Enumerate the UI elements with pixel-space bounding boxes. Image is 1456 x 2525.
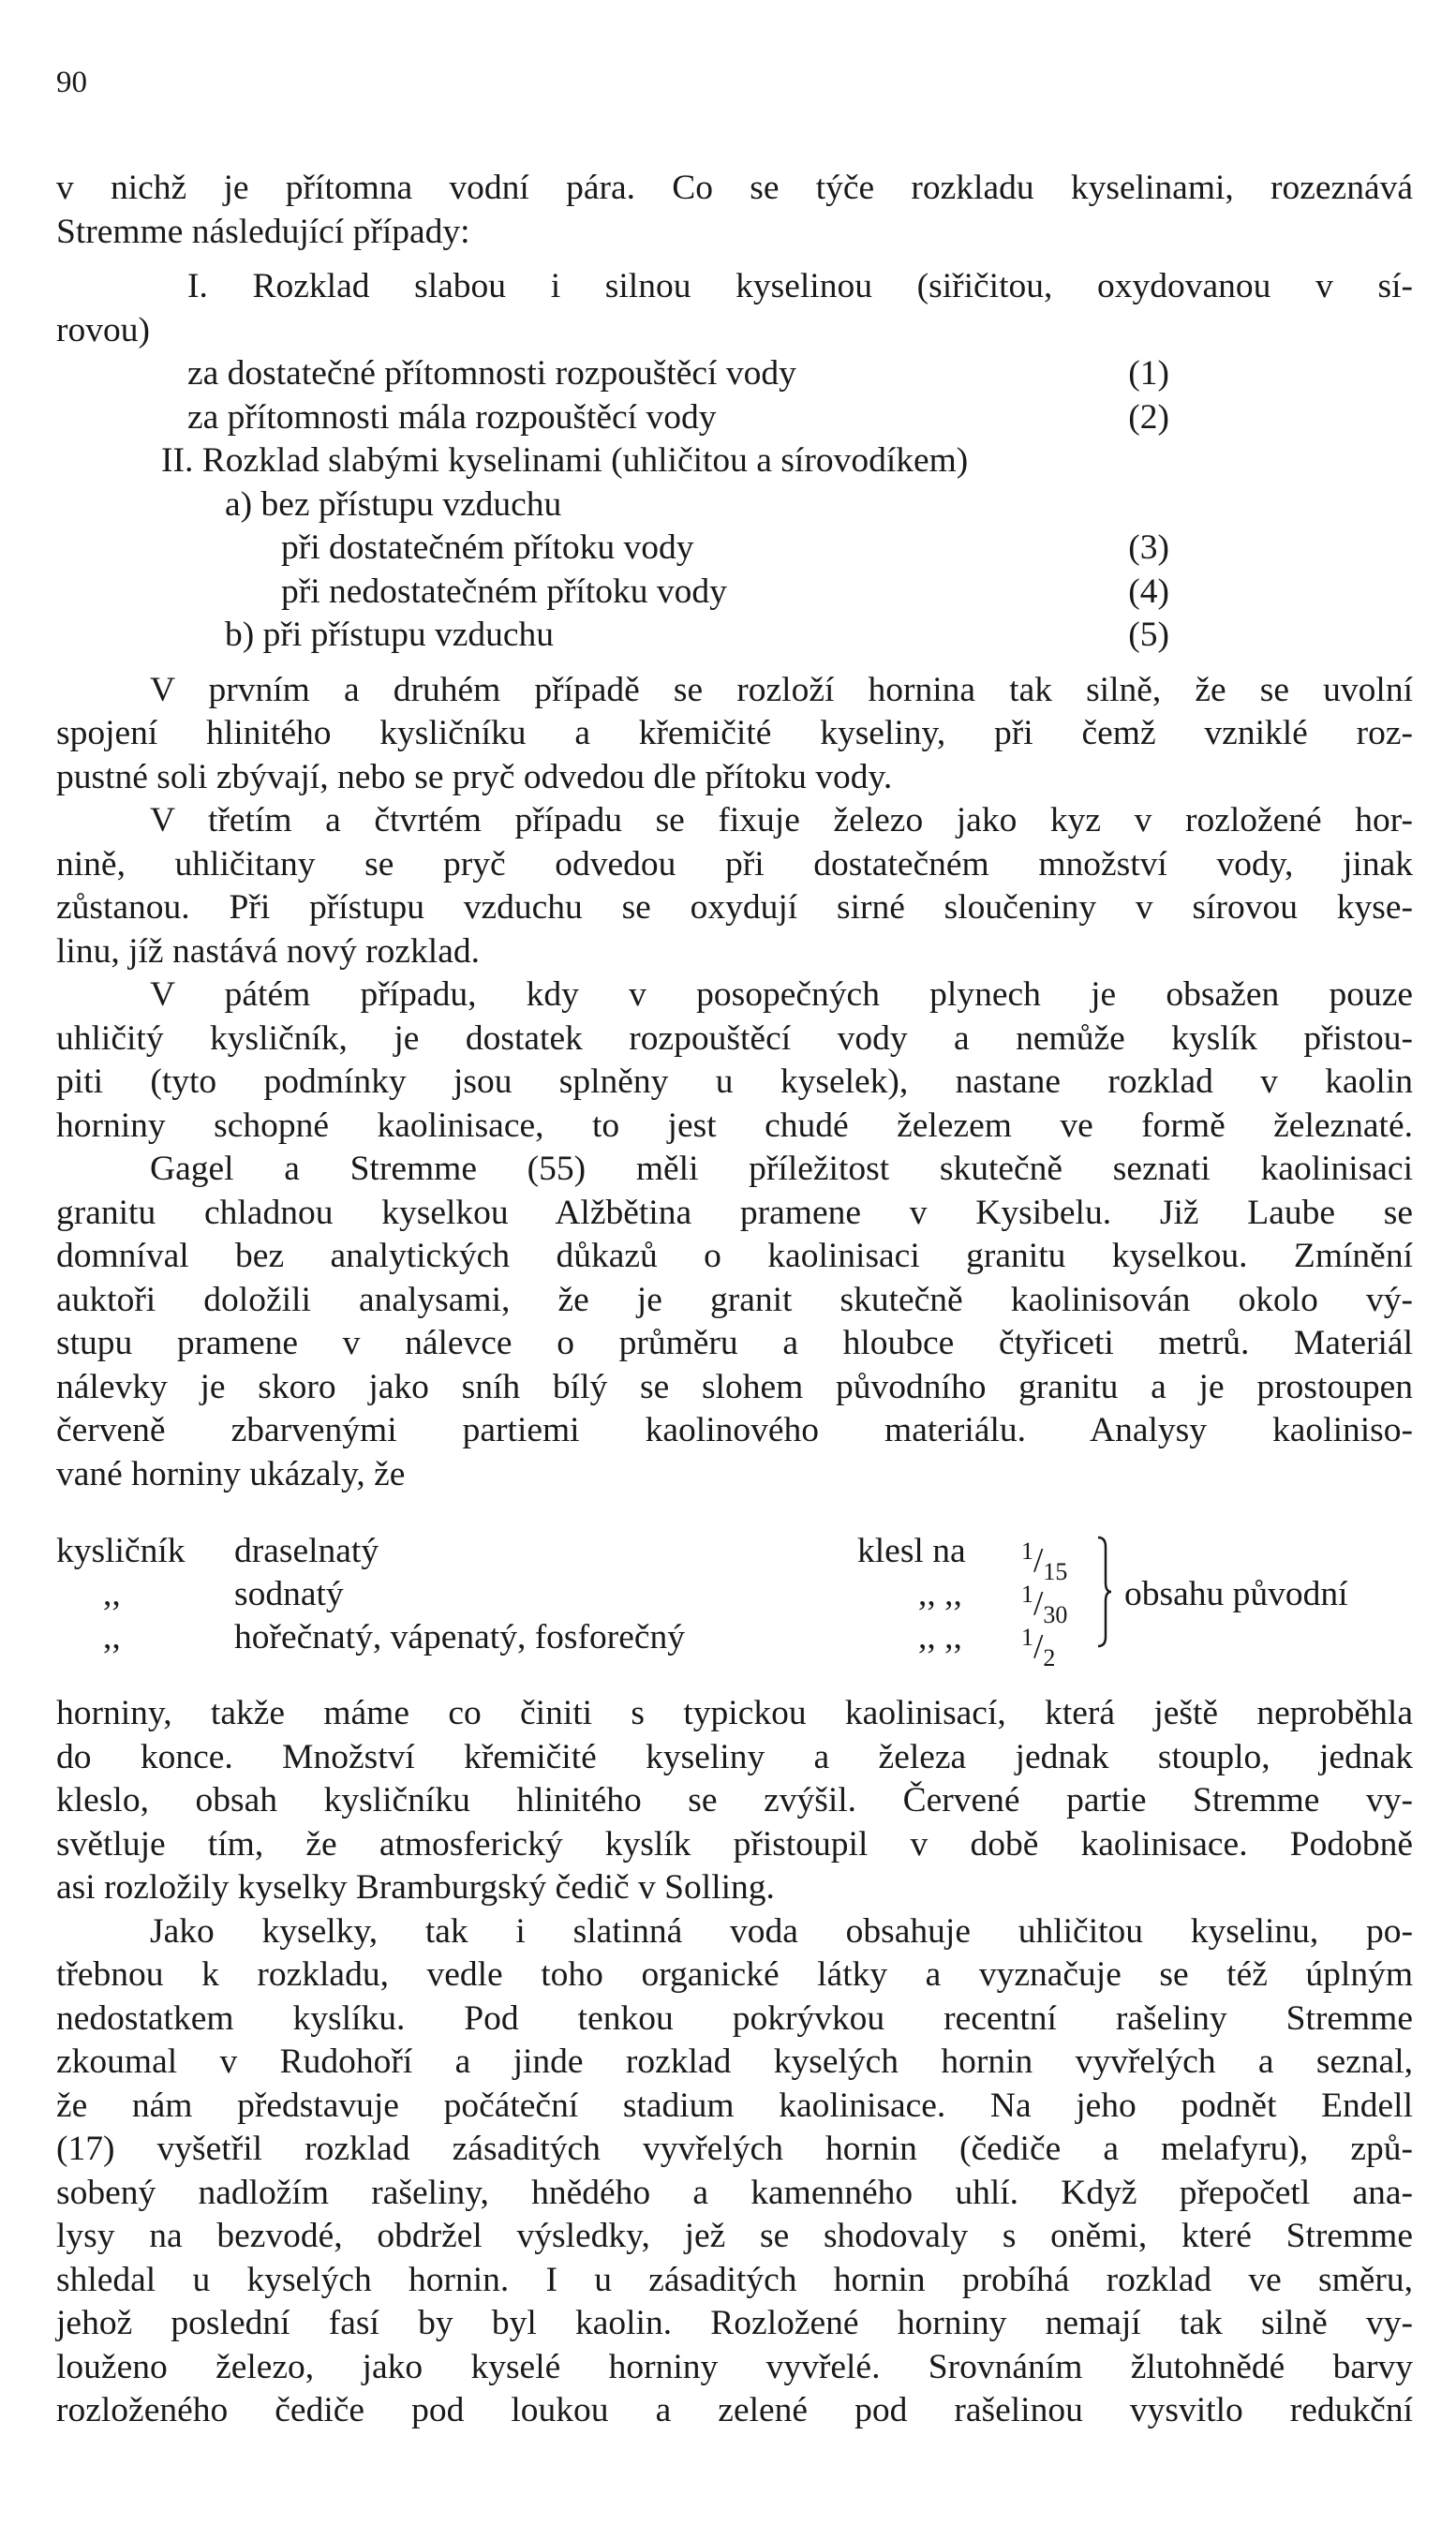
text-line: sobený nadložím rašeliny, hnědého a kamenného uhlí. Když přepočetl ana-: [56, 2173, 1413, 2212]
case-3-text: při dostatečném přítoku vody: [281, 528, 694, 567]
oxide-table: [56, 1530, 1413, 1671]
oxide-row-1-name: draselnatý: [234, 1532, 379, 1570]
oxide-row-1-label: kysličník: [56, 1532, 186, 1570]
text-line: zkoumal v Rudohoří a jinde rozklad kyselých hornin vyvřelých a seznal,: [56, 2042, 1413, 2081]
text-line: nálevky je skoro jako sníh bílý se slohem původního granitu a je prostoupen: [56, 1367, 1413, 1406]
oxide-row-2-fraction: $^1/_{30}$: [1021, 1581, 1068, 1628]
case-5-text: b) při přístupu vzduchu: [225, 616, 554, 654]
text-line: uhličitý kysličník, je dostatek rozpouštěcí vody a nemůže kyslík přistou-: [56, 1018, 1413, 1058]
oxide-row-2-ditto-verb: ,, ,,: [918, 1575, 962, 1613]
text-line: horniny, takže máme co činiti s typickou kaolinisací, která ještě neproběhla: [56, 1694, 1413, 1732]
text-line: pustné soli zbývají, nebo se pryč odvedou dle přítoku vody.: [56, 757, 893, 796]
text-line: stupu pramene v nálevce o průměru a hloubce čtyřiceti metrů. Materiál: [56, 1324, 1413, 1362]
text-line: kleslo, obsah kysličníku hlinitého se zvýšil. Červené partie Stremme vy-: [56, 1781, 1413, 1819]
case-3-line: [56, 527, 1169, 571]
page-body: [56, 167, 1413, 2433]
case-1-number: (1): [1128, 354, 1169, 393]
case-4-number: (4): [1128, 572, 1169, 611]
fraction-denominator: 15: [1043, 1558, 1068, 1585]
fraction-numerator: 1: [1021, 1624, 1033, 1651]
text-line: nině, uhličitany se pryč odvedou při dostatečném množství vody, jinak: [56, 844, 1413, 884]
page-number: 90: [56, 66, 87, 99]
text-line: spojení hlinitého kysličníku a křemičité kyseliny, při čemž vzniklé roz-: [56, 714, 1413, 752]
case-4-text: při nedostatečném přítoku vody: [281, 572, 727, 611]
text-line: Stremme následující případy:: [56, 212, 470, 251]
oxide-row-1-verb: klesl na: [857, 1532, 966, 1570]
text-line: V třetím a čtvrtém případu se fixuje železo jako kyz v rozložené hor-: [150, 801, 1413, 839]
text-line: Gagel a Stremme (55) měli příležitost skutečně seznati kaolinisaci: [150, 1150, 1413, 1188]
fraction-numerator: 1: [1021, 1537, 1033, 1565]
text-line: linu, jíž nastává nový rozklad.: [56, 931, 480, 971]
text-line: vané horniny ukázaly, že: [56, 1454, 406, 1493]
text-line: jehož poslední fasí by byl kaolin. Rozložené horniny nemají tak silně vy-: [56, 2304, 1413, 2342]
text-line: louženo železo, jako kyselé horniny vyvřelé. Srovnáním žlutohnědé barvy: [56, 2347, 1413, 2386]
text-line: světluje tím, že atmosferický kyslík přistoupil v době kaolinisace. Podobně: [56, 1824, 1413, 1864]
case-ii-heading: II. Rozklad slabými kyselinami (uhličitou a sírovodíkem): [161, 441, 969, 480]
text-line: zůstanou. Při přístupu vzduchu se oxydují sirné sloučeniny v sírovou kyse-: [56, 888, 1413, 927]
case-i-heading: I. Rozklad slabou i silnou kyselinou (siřičitou, oxydovanou v sí-: [187, 267, 1413, 305]
fraction-denominator: 2: [1043, 1644, 1056, 1671]
text-line: asi rozložily kyselky Bramburgský čedič v Solling.: [56, 1868, 775, 1907]
case-5-line: [56, 614, 1169, 658]
fraction-numerator: 1: [1021, 1581, 1033, 1608]
case-1-line: [56, 352, 1169, 396]
case-2-text: za přítomnosti mála rozpouštěcí vody: [187, 397, 717, 437]
fraction-denominator: 30: [1043, 1601, 1068, 1628]
text-line: třebnou k rozkladu, vedle toho organické látky a vyznačuje se též úplným: [56, 1955, 1413, 1994]
oxide-row-1-fraction: $^1/_{15}$: [1021, 1537, 1068, 1585]
text-line: (17) vyšetřil rozklad zásaditých vyvřelých hornin (čediče a melafyru), způ-: [56, 2130, 1413, 2168]
case-2-line: [56, 396, 1169, 440]
oxide-row-3-ditto-verb: ,, ,,: [918, 1618, 962, 1656]
case-i-continuation: rovou): [56, 310, 150, 349]
text-line: domníval bez analytických důkazů o kaolinisaci granitu kyselkou. Zmínění: [56, 1237, 1413, 1275]
curly-brace-icon: [1094, 1536, 1113, 1648]
case-5-number: (5): [1128, 616, 1169, 654]
text-line: v nichž je přítomna vodní pára. Co se týče rozkladu kyselinami, rozeznává: [56, 169, 1413, 207]
text-line: lysy na bezvodé, obdržel výsledky, jež se shodovaly s oněmi, které Stremme: [56, 2217, 1413, 2255]
oxide-row-2-ditto: ,,: [103, 1575, 121, 1613]
oxide-row-3-name: hořečnatý, vápenatý, fosforečný: [234, 1618, 686, 1656]
text-line: nedostatkem kyslíku. Pod tenkou pokrývkou recentní rašeliny Stremme: [56, 1998, 1413, 2038]
text-line: červeně zbarvenými partiemi kaolinového materiálu. Analysy kaoliniso-: [56, 1411, 1413, 1449]
text-line: horniny schopné kaolinisace, to jest chudé železem ve formě železnaté.: [56, 1106, 1413, 1145]
case-ii-a-heading: a) bez přístupu vzduchu: [225, 484, 562, 524]
oxide-row-2-name: sodnatý: [234, 1575, 344, 1613]
text-line: granitu chladnou kyselkou Alžbětina pramene v Kysibelu. Již Laube se: [56, 1193, 1413, 1232]
text-line: auktoři doložili analysami, že je granit skutečně kaolinisován okolo vý-: [56, 1280, 1413, 1319]
case-4-line: [56, 571, 1169, 615]
text-line: Jako kyselky, tak i slatinná voda obsahuje uhličitou kyselinu, po-: [150, 1911, 1413, 1951]
text-line: V prvním a druhém případě se rozloží hornina tak silně, že se uvolní: [150, 670, 1413, 709]
text-line: piti (tyto podmínky jsou splněny u kyselek), nastane rozklad v kaolin: [56, 1062, 1413, 1101]
oxide-table-note: obsahu původní: [1124, 1575, 1348, 1613]
case-1-text: za dostatečné přítomnosti rozpouštěcí vody: [187, 354, 796, 393]
text-line: V pátém případu, kdy v posopečných plynech je obsažen pouze: [150, 975, 1413, 1014]
text-line: do konce. Množství křemičité kyseliny a železa jednak stouplo, jednak: [56, 1737, 1413, 1776]
text-line: že nám představuje počáteční stadium kaolinisace. Na jeho podnět Endell: [56, 2086, 1413, 2125]
text-line: shledal u kyselých hornin. I u zásaditých hornin probíhá rozklad ve směru,: [56, 2260, 1413, 2299]
oxide-row-3-fraction: $^1/_2$: [1021, 1624, 1056, 1671]
case-2-number: (2): [1128, 397, 1169, 437]
oxide-row-3-ditto: ,,: [103, 1618, 121, 1656]
text-line: rozloženého čediče pod loukou a zelené pod rašelinou vysvitlo redukční: [56, 2391, 1413, 2429]
case-3-number: (3): [1128, 528, 1169, 567]
